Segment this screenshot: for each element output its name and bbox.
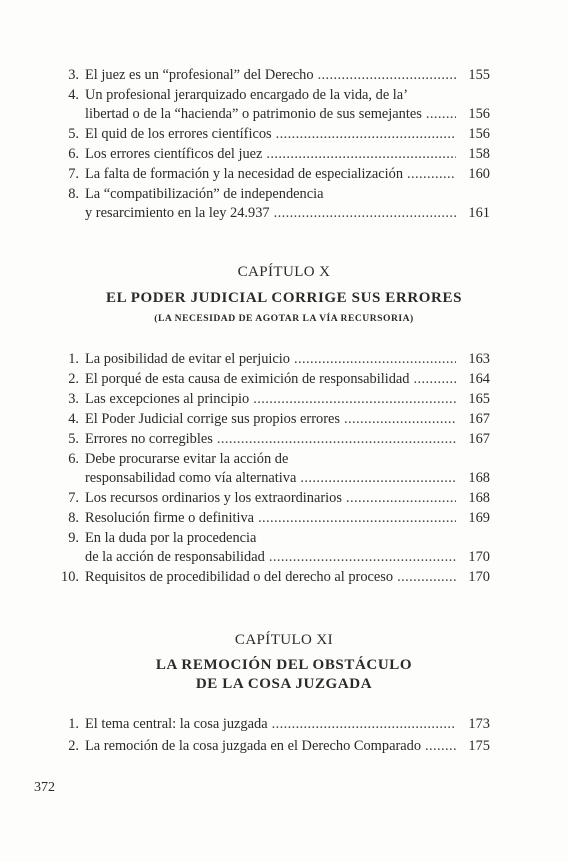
entry-page-number: 167 bbox=[468, 431, 490, 447]
chapter-x-title: EL PODER JUDICIAL CORRIGE SUS ERRORES bbox=[105, 290, 463, 306]
entry-title: Requisitos de procedibilidad o del derecho al proceso bbox=[85, 569, 394, 585]
dot-leader bbox=[300, 469, 456, 488]
dot-leader bbox=[426, 105, 456, 124]
entry-number: 1. bbox=[68, 716, 79, 732]
entry-page-number: 163 bbox=[468, 351, 490, 367]
entry-title: El porqué de esta causa de eximición de responsabilidad bbox=[85, 371, 410, 387]
entry-title: Resolución firme o definitiva bbox=[85, 510, 255, 526]
entry-number: 2. bbox=[68, 738, 79, 754]
entry-page-number: 168 bbox=[468, 490, 490, 506]
entry-title: Los recursos ordinarios y los extraordinarios bbox=[85, 490, 342, 506]
entry-title: Errores no corregibles bbox=[85, 431, 213, 447]
entry-number: 8. bbox=[68, 186, 79, 202]
entry-number: 7. bbox=[68, 490, 79, 506]
dot-leader bbox=[397, 568, 456, 587]
toc-entry bbox=[52, 86, 490, 124]
toc-entry bbox=[52, 185, 490, 223]
entry-title: La falta de formación y la necesidad de especialización bbox=[85, 166, 404, 182]
dot-leader bbox=[258, 509, 456, 528]
chapter-xi-title-line1: LA REMOCIÓN DEL OBSTÁCULO bbox=[155, 657, 413, 673]
entry-title: El tema central: la cosa juzgada bbox=[85, 716, 268, 732]
toc-entry bbox=[52, 529, 490, 567]
entry-page-number: 156 bbox=[468, 126, 490, 142]
entry-page-number: 169 bbox=[468, 510, 490, 526]
entry-page-number: 164 bbox=[468, 371, 490, 387]
toc-list-chapter-xi bbox=[52, 715, 490, 756]
entry-title: Los errores científicos del juez bbox=[85, 146, 263, 162]
entry-page-number: 165 bbox=[468, 391, 490, 407]
toc-list-chapter-x bbox=[52, 350, 490, 587]
entry-number: 4. bbox=[68, 87, 79, 103]
entry-number: 5. bbox=[68, 126, 79, 142]
entry-page-number: 155 bbox=[468, 67, 490, 83]
dot-leader bbox=[425, 737, 456, 756]
dot-leader bbox=[407, 165, 456, 184]
dot-leader bbox=[253, 390, 456, 409]
entry-page-number: 175 bbox=[468, 738, 490, 754]
entry-page-number: 173 bbox=[468, 716, 490, 732]
entry-page-number: 161 bbox=[468, 205, 490, 221]
entry-number: 8. bbox=[68, 510, 79, 526]
entry-title: y resarcimiento en la ley 24.937 bbox=[85, 205, 270, 221]
entry-number: 10. bbox=[61, 569, 79, 585]
entry-number: 3. bbox=[68, 67, 79, 83]
entry-page-number: 158 bbox=[468, 146, 490, 162]
dot-leader bbox=[266, 145, 456, 164]
page-number: 372 bbox=[34, 780, 55, 795]
toc-entry bbox=[52, 450, 490, 488]
chapter-x-label: CAPÍTULO X bbox=[237, 264, 331, 280]
entry-number: 9. bbox=[68, 530, 79, 546]
toc-entry bbox=[52, 165, 490, 184]
dot-leader bbox=[217, 430, 456, 449]
entry-title: Las excepciones al principio bbox=[85, 391, 250, 407]
entry-page-number: 170 bbox=[468, 569, 490, 585]
toc-entry bbox=[52, 125, 490, 144]
entry-number: 6. bbox=[68, 146, 79, 162]
entry-title: La posibilidad de evitar el perjuicio bbox=[85, 351, 290, 367]
entry-number: 5. bbox=[68, 431, 79, 447]
entry-page-number: 170 bbox=[468, 549, 490, 565]
entry-number: 6. bbox=[68, 451, 79, 467]
toc-entry bbox=[52, 370, 490, 389]
entry-title: El juez es un “profesional” del Derecho bbox=[85, 67, 314, 83]
entry-title: Un profesional jerarquizado encargado de la vida, de la’ bbox=[85, 87, 408, 103]
dot-leader bbox=[276, 125, 456, 144]
dot-leader bbox=[346, 489, 456, 508]
dot-leader bbox=[269, 548, 456, 567]
entry-title: responsabilidad como vía alternativa bbox=[85, 470, 297, 486]
toc-entry bbox=[52, 568, 490, 587]
toc-entry bbox=[52, 737, 490, 756]
entry-page-number: 167 bbox=[468, 411, 490, 427]
dot-leader bbox=[413, 370, 456, 389]
dot-leader bbox=[272, 715, 456, 734]
dot-leader bbox=[274, 204, 456, 223]
dot-leader bbox=[294, 350, 456, 369]
toc-list-previous-chapter bbox=[52, 66, 490, 223]
toc-entry bbox=[52, 390, 490, 409]
entry-title: En la duda por la procedencia bbox=[85, 530, 257, 546]
entry-number: 3. bbox=[68, 391, 79, 407]
entry-title: El Poder Judicial corrige sus propios errores bbox=[85, 411, 340, 427]
chapter-xi-label: CAPÍTULO XI bbox=[234, 632, 334, 648]
entry-title: La “compatibilización” de independencia bbox=[85, 186, 324, 202]
entry-number: 7. bbox=[68, 166, 79, 182]
entry-title: Debe procurarse evitar la acción de bbox=[85, 451, 289, 467]
toc-entry bbox=[52, 489, 490, 508]
entry-page-number: 168 bbox=[468, 470, 490, 486]
toc-entry bbox=[52, 715, 490, 734]
dot-leader bbox=[318, 66, 456, 85]
entry-title: La remoción de la cosa juzgada en el Derecho Comparado bbox=[85, 738, 422, 754]
chapter-xi-title-line2: DE LA COSA JUZGADA bbox=[195, 676, 373, 692]
entry-page-number: 160 bbox=[468, 166, 490, 182]
entry-number: 1. bbox=[68, 351, 79, 367]
toc-entry bbox=[52, 430, 490, 449]
dot-leader bbox=[344, 410, 456, 429]
entry-page-number: 156 bbox=[468, 106, 490, 122]
entry-title: El quid de los errores científicos bbox=[85, 126, 272, 142]
entry-number: 2. bbox=[68, 371, 79, 387]
chapter-x-subtitle: (LA NECESIDAD DE AGOTAR LA VÍA RECURSORIA) bbox=[154, 313, 414, 324]
entry-number: 4. bbox=[68, 411, 79, 427]
toc-entry bbox=[52, 509, 490, 528]
toc-entry bbox=[52, 66, 490, 85]
entry-title: de la acción de responsabilidad bbox=[85, 549, 265, 565]
toc-entry bbox=[52, 410, 490, 429]
entry-title: libertad o de la “hacienda” o patrimonio de sus semejantes bbox=[85, 106, 422, 122]
toc-entry bbox=[52, 350, 490, 369]
toc-entry bbox=[52, 145, 490, 164]
